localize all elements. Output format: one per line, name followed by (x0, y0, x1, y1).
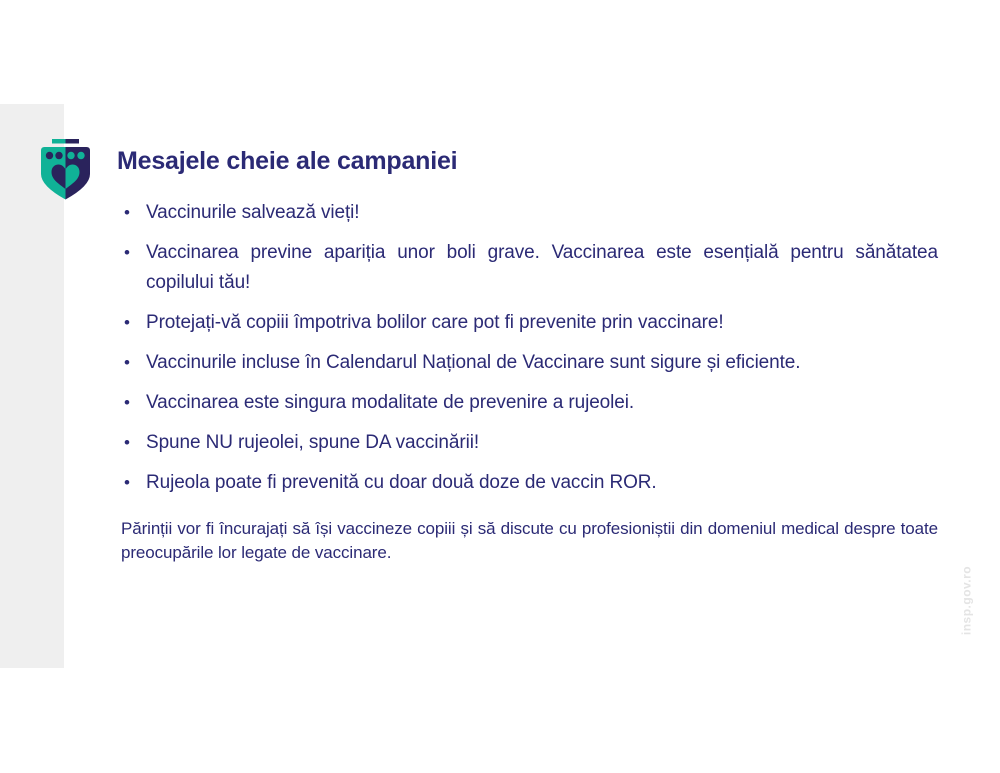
list-item (117, 198, 938, 228)
key-messages-list (117, 198, 938, 498)
bullet-icon: • (124, 393, 130, 412)
bullet-icon: • (124, 433, 130, 452)
list-item-text: Vaccinarea previne apariția unor boli grave. Vaccinarea este esențială pentru sănătatea copilului tău! (146, 242, 938, 293)
list-item-text: Rujeola poate fi prevenită cu doar două doze de vaccin ROR. (146, 472, 657, 493)
list-item (117, 388, 938, 418)
footer-note: Părinții vor fi încurajați să își vaccineze copiii și să discute cu profesioniștii din domeniul medical despre toate preocupările lor legate de vaccinare. (121, 519, 938, 562)
insp-shield-logo-icon (41, 139, 90, 203)
list-item-text: Vaccinurile salvează vieți! (146, 202, 360, 223)
bullet-icon: • (124, 203, 130, 222)
watermark-text: insp.gov.ro (959, 565, 974, 636)
bullet-icon: • (124, 473, 130, 492)
list-item-text: Protejați-vă copiii împotriva bolilor care pot fi prevenite prin vaccinare! (146, 312, 724, 333)
list-item-text: Vaccinurile incluse în Calendarul Național de Vaccinare sunt sigure și eficiente. (146, 352, 801, 373)
list-item-text: Spune NU rujeolei, spune DA vaccinării! (146, 432, 479, 453)
list-item (117, 348, 938, 378)
list-item (117, 468, 938, 498)
list-item-text: Vaccinarea este singura modalitate de prevenire a rujeolei. (146, 392, 635, 413)
bullet-icon: • (124, 243, 130, 262)
slide-content (117, 146, 938, 565)
list-item (117, 428, 938, 458)
bullet-icon: • (124, 353, 130, 372)
list-item (117, 238, 938, 298)
slide-title: Mesajele cheie ale campaniei (117, 147, 458, 175)
bullet-icon: • (124, 313, 130, 332)
list-item (117, 308, 938, 338)
